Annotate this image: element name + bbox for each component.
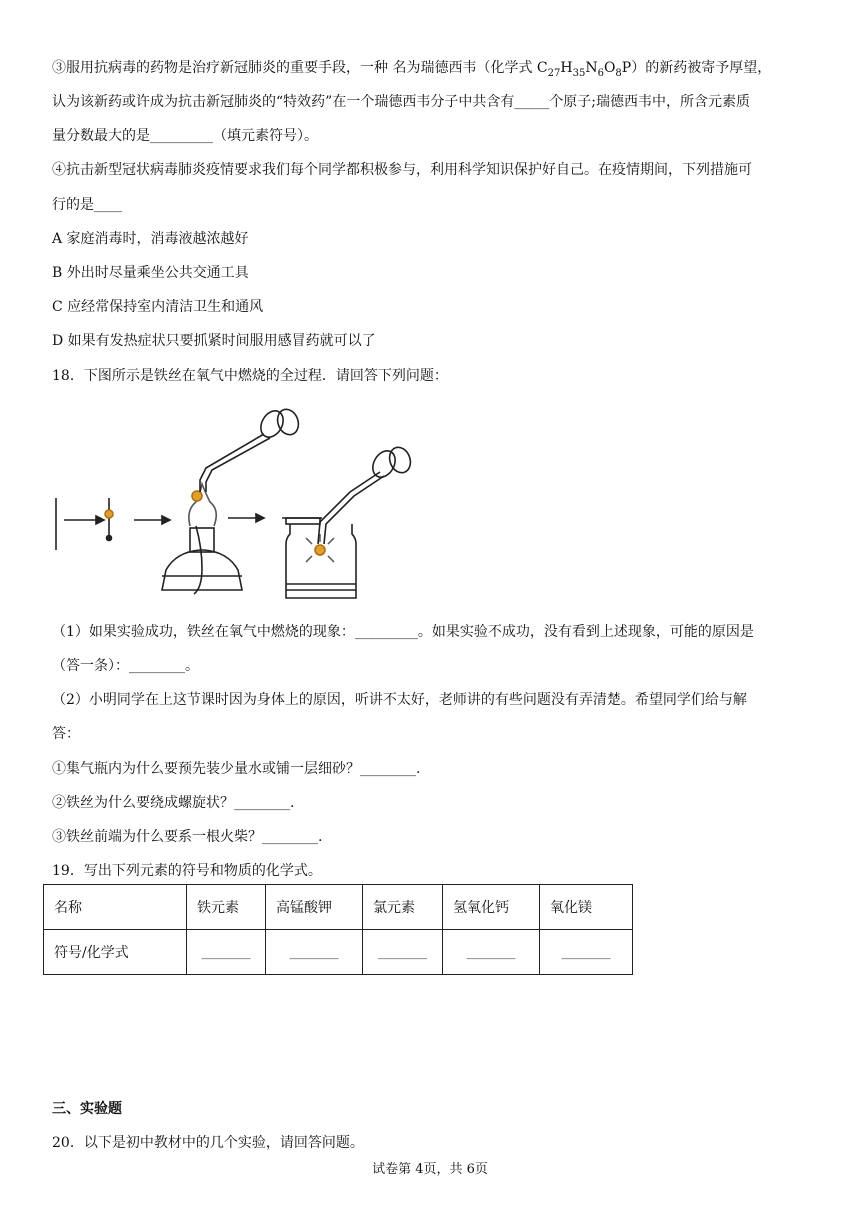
answer-blank[interactable]: _______ <box>443 930 540 975</box>
option-b: B 外出时尽量乘坐公共交通工具 <box>52 265 249 281</box>
q17-item3-line1 <box>52 58 771 84</box>
q17-item4-line2: 行的是____ <box>52 197 122 213</box>
q18-part2-line2: 答： <box>52 726 80 742</box>
q18-sub2: ②铁丝为什么要绕成螺旋状？________. <box>52 795 295 811</box>
option-c: C 应经常保持室内清洁卫生和通风 <box>52 299 264 315</box>
section-title: 三、实验题 <box>52 1101 122 1117</box>
table-header-cell: 铁元素 <box>187 885 266 930</box>
q17-item4-line1: ④抗击新型冠状病毒肺炎疫情要求我们每个同学都积极参与，利用科学知识保护好自己。在疫情期间，下列措施可 <box>52 162 752 178</box>
q20-stem: 20．以下是初中教材中的几个实验，请回答问题。 <box>52 1135 364 1151</box>
q17-item3-line2: 认为该新药或许成为抗击新冠肺炎的“特效药”在一个瑞德西韦分子中共含有_____个原子;瑞德西韦中，所含元素质 <box>52 94 751 110</box>
formula-n: N <box>585 60 598 76</box>
q19-stem: 19．写出下列元素的符号和物质的化学式。 <box>52 863 322 879</box>
iron-wire-combustion-figure <box>50 398 430 610</box>
q19-table <box>43 884 633 975</box>
page-footer: 试卷第 4页，共 6页 <box>372 1162 488 1177</box>
formula-h: H <box>560 60 573 76</box>
option-d: D 如果有发热症状只要抓紧时间服用感冒药就可以了 <box>52 333 376 349</box>
q18-part2-line1: （2）小明同学在上这节课时因为身体上的原因，听讲不太好，老师讲的有些问题没有弄清楚。希望同学们给与解 <box>52 692 747 708</box>
q17-item3-post: P）的新药被寄予厚望， <box>621 60 772 76</box>
q18-sub1: ①集气瓶内为什么要预先装少量水或铺一层细砂？________. <box>52 761 421 777</box>
table-header-cell: 氯元素 <box>363 885 443 930</box>
answer-blank[interactable]: _______ <box>266 930 363 975</box>
formula-sub-8: 8 <box>615 67 622 79</box>
table-header-cell: 名称 <box>44 885 187 930</box>
formula-sub-35: 35 <box>572 67 586 79</box>
answer-blank[interactable]: _______ <box>187 930 266 975</box>
answer-blank[interactable]: _______ <box>540 930 633 975</box>
formula-sub-27: 27 <box>547 67 561 79</box>
q18-part1-line1: （1）如果实验成功，铁丝在氧气中燃烧的现象：_________。如果实验不成功，没有看到上述现象，可能的原因是 <box>52 624 754 640</box>
table-row <box>44 885 633 930</box>
formula-sub-6: 6 <box>597 67 604 79</box>
table-header-cell: 氧化镁 <box>540 885 633 930</box>
q17-item3-pre: ③服用抗病毒的药物是治疗新冠肺炎的重要手段，一种 名为瑞德西韦（化学式 C <box>52 60 548 76</box>
q18-part1-line2: （答一条）：________。 <box>52 658 199 674</box>
answer-blank[interactable]: _______ <box>363 930 443 975</box>
q18-stem: 18．下图所示是铁丝在氧气中燃烧的全过程．请回答下列问题： <box>52 368 448 384</box>
q18-sub3: ③铁丝前端为什么要系一根火柴？________. <box>52 829 323 845</box>
option-a: A 家庭消毒时，消毒液越浓越好 <box>52 231 249 247</box>
table-row <box>44 930 633 975</box>
table-header-cell: 氢氧化钙 <box>443 885 540 930</box>
table-row-label: 符号/化学式 <box>44 930 187 975</box>
q17-item3-line3: 量分数最大的是_________（填元素符号）。 <box>52 128 318 144</box>
formula-o: O <box>603 60 616 76</box>
table-header-cell: 高锰酸钾 <box>266 885 363 930</box>
